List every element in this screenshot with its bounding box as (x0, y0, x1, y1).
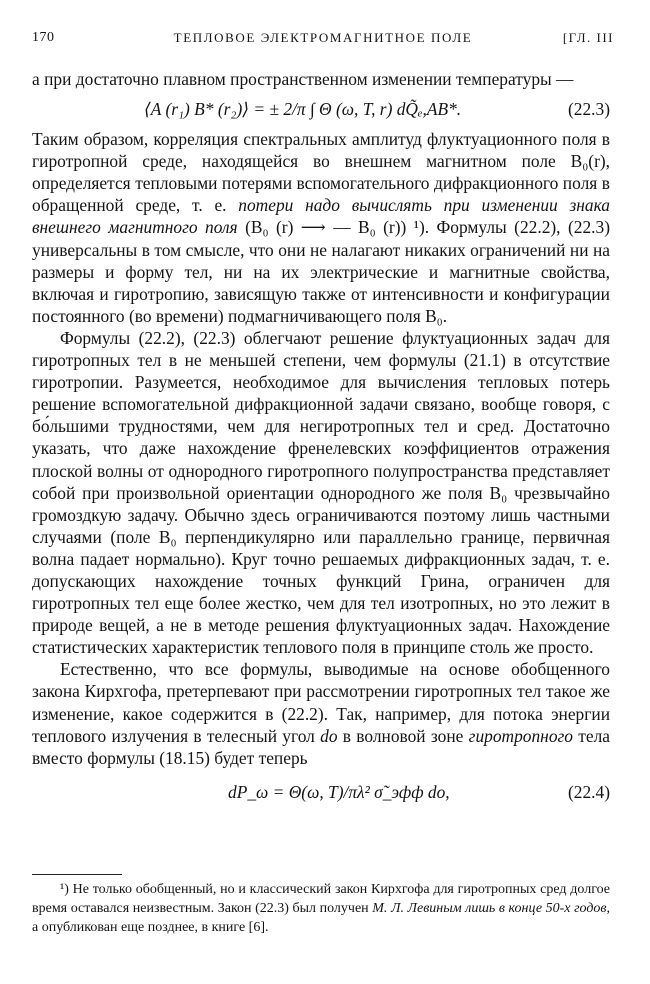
footnote-rule (32, 874, 122, 875)
equation-22-3 (32, 92, 610, 128)
paragraph-4 (32, 658, 610, 768)
paragraph-4-text-mid: в волновой зоне (337, 725, 469, 746)
equation-number: (22.4) (567, 781, 610, 802)
paragraph-3: Формулы (22.2), (22.3) облегчают решение флуктуационных задач для гиротропных тел в не меньшей степени, чем формулы (21.1) в отсутствие гиротропии. Разумеется, необходимое для вычисления тепловых потерь решение вспомогательной дифракционной задачи связано, вообще говоря, с бо́льшими трудностями, чем для негиротропных тел и сред. Достаточно указать, что даже нахождение френелевских коэффициентов отражения плоской волны от однородного гиротропного полупространства представляет собой при произвольной ориентации однородного же поля B₀ чрезвычайно громоздкую задачу. Обычно здесь ограничиваются поэтому лишь частными случаями (поле B₀ перпендикулярно или параллельно границе, первичная волна падает нормально). Круг точно решаемых дифракционных задач, т. е. допускающих нахождение точных функций Грина, ограничен для гиротропных тел еще более жестко, чем для тел изотропных, но это лежит в природе вещей, а не в методе решения флуктуационных задач. Нахождение статистических характеристик теплового поля в принципе столь же просто. (32, 327, 610, 658)
running-header (32, 30, 614, 52)
paragraph-2-text-end: (B₀ (r) ⟶ — B₀ (r)) ¹). Формулы (22.2), (22.3) универсальны в том смысле, что они не налагают никаких ограничений ни на размеры и форму тел, ни на их электрические и магнитные свойства, включая и гиротропию, зависящую также от интенсивности и конфигурации постоянного (во времени) подмагничивающего поля B₀. (32, 217, 610, 326)
page-number: 170 (32, 30, 55, 45)
paragraph-2 (32, 128, 610, 327)
paragraph-4-emphasis: гиротропного (468, 725, 573, 746)
paragraph-4-text-end: тела вместо формулы (18.15) будет теперь (32, 725, 610, 768)
paragraph-2-emphasis: потери надо вычислять при изменении знака внешнего магнитного поля (32, 195, 610, 238)
footnote-text-start: ¹) Не только обобщенный, но и классический закон Кирхгофа для гиротропных сред долгое время оставался неизвестным. Закон (22.3) был получен (32, 882, 610, 916)
footnote-emphasis: М. Л. Левиным лишь в конце 50-х годов (372, 901, 607, 916)
paragraph-2-text: Таким образом, корреляция спектральных амплитуд флуктуационного поля в гиротропной среде, находящейся во внешнем магнитном поле B₀(r), определяется тепловыми потерями вспомогательного дифракционного поля в обращенной среде, т. е. (32, 129, 610, 216)
footnote-text (32, 880, 610, 937)
equation-formula: ⟨A (r₁) B* (r₂)⟩ = ± 2/π ∫ Θ (ω, T, r) dQ̃ₑ,AB*. (144, 99, 462, 120)
paragraph-1: а при достаточно плавном пространственном изменении температуры — (32, 69, 574, 89)
footnote-text-end: , а опубликован еще позднее, в книге [6]. (32, 901, 611, 935)
main-text (32, 68, 610, 815)
chapter-label: [ГЛ. III (562, 30, 614, 45)
footnote (32, 880, 610, 937)
running-title: ТЕПЛОВОЕ ЭЛЕКТРОМАГНИТНОЕ ПОЛЕ (173, 30, 473, 45)
equation-formula: dP_ω = Θ(ω, T)/πλ² σ̃_эфф do, (228, 781, 450, 802)
paragraph-4-text: Естественно, что все формулы, выводимые на основе обобщенного закона Кирхгофа, претерпевают при рассмотрении гиротропных тел такое же изменение, какое содержится в (22.2). Так, например, для потока энергии теплового излучения в телесный угол (32, 659, 610, 746)
paragraph-4-symbol: do (320, 725, 338, 746)
equation-22-4 (32, 771, 610, 815)
equation-number: (22.3) (567, 99, 610, 120)
